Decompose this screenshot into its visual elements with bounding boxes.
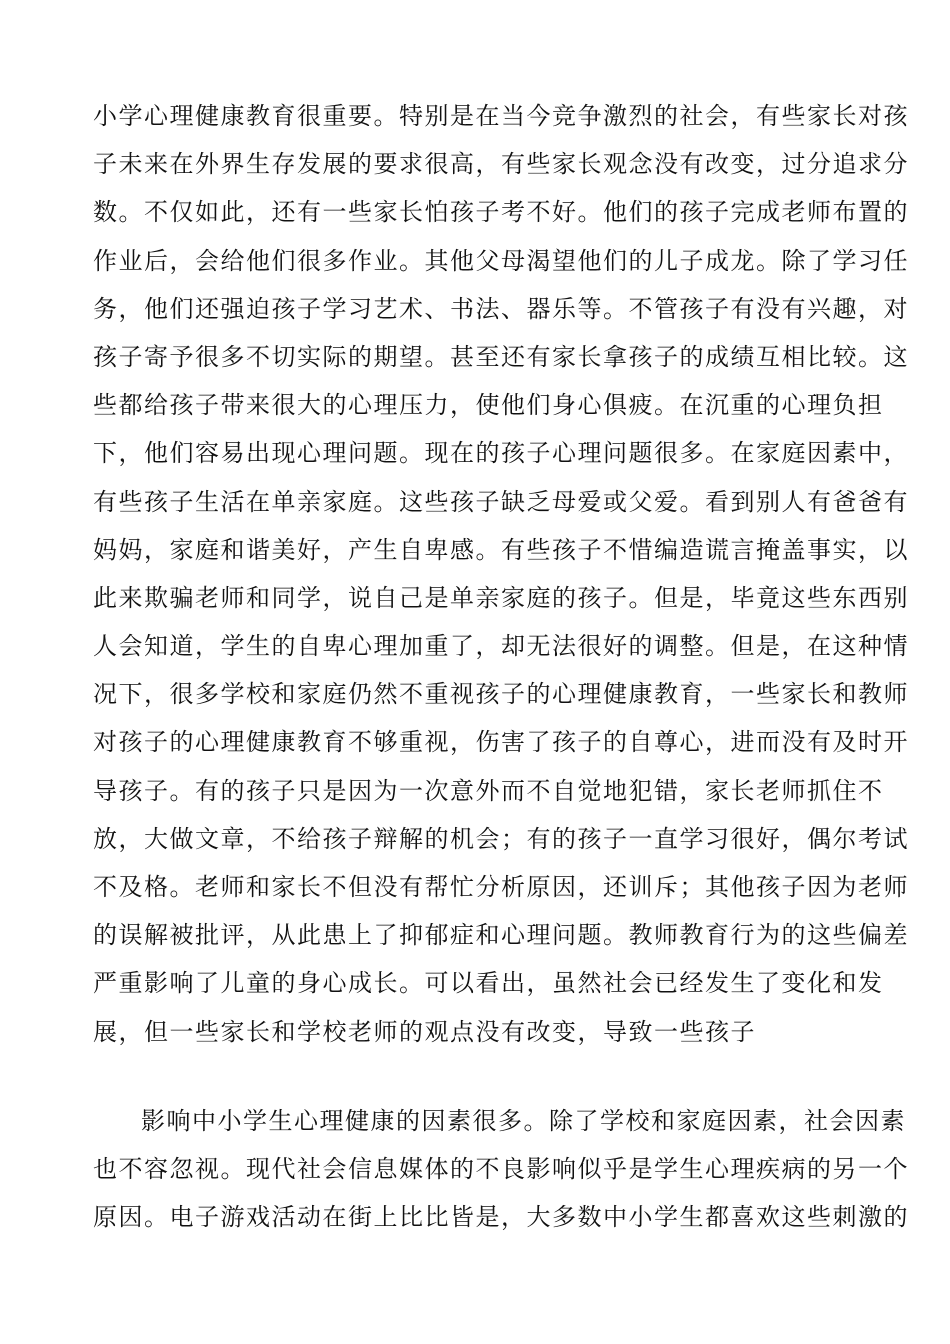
- paragraph-2: [93, 1097, 909, 1242]
- text-line: 下，他们容易出现心理问题。现在的孩子心理问题很多。在家庭因素中，: [93, 439, 909, 468]
- text-line: 作业后，会给他们很多作业。其他父母渴望他们的儿子成龙。除了学习任: [93, 246, 909, 275]
- text-line: 务，他们还强迫孩子学习艺术、书法、器乐等。不管孩子有没有兴趣，对: [93, 294, 909, 323]
- text-line: 况下，很多学校和家庭仍然不重视孩子的心理健康教育，一些家长和教师: [93, 680, 909, 709]
- text-line: 也不容忽视。现代社会信息媒体的不良影响似乎是学生心理疾病的另一个: [93, 1155, 909, 1184]
- text-line: 人会知道，学生的自卑心理加重了，却无法很好的调整。但是，在这种情: [93, 632, 909, 661]
- text-line: 影响中小学生心理健康的因素很多。除了学校和家庭因素，社会因素: [141, 1107, 906, 1135]
- text-line: 原因。电子游戏活动在街上比比皆是，大多数中小学生都喜欢这些刺激的: [93, 1203, 909, 1232]
- text-line: 有些孩子生活在单亲家庭。这些孩子缺乏母爱或父爱。看到别人有爸爸有: [93, 487, 909, 516]
- text-line: 的误解被批评，从此患上了抑郁症和心理问题。教师教育行为的这些偏差: [93, 921, 909, 950]
- text-line: 不及格。老师和家长不但没有帮忙分析原因，还训斥；其他孩子因为老师: [93, 873, 909, 901]
- text-line: 严重影响了儿童的身心成长。可以看出，虽然社会已经发生了变化和发: [93, 969, 884, 998]
- text-line: 对孩子的心理健康教育不够重视，伤害了孩子的自尊心，进而没有及时开: [93, 728, 909, 757]
- text-line: 小学心理健康教育很重要。特别是在当今竞争激烈的社会，有些家长对孩: [93, 102, 909, 130]
- text-line: 放，大做文章，不给孩子辩解的机会；有的孩子一直学习很好，偶尔考试: [93, 824, 909, 853]
- text-line: 妈妈，家庭和谐美好，产生自卑感。有些孩子不惜编造谎言掩盖事实，以: [93, 535, 909, 564]
- text-line: 孩子寄予很多不切实际的期望。甚至还有家长拿孩子的成绩互相比较。这: [93, 342, 909, 371]
- text-line: 数。不仅如此，还有一些家长怕孩子考不好。他们的孩子完成老师布置的: [93, 198, 909, 227]
- paragraph-1: [93, 92, 909, 1056]
- text-line: 子未来在外界生存发展的要求很高，有些家长观念没有改变，过分追求分: [93, 150, 909, 179]
- text-line: 展，但一些家长和学校老师的观点没有改变，导致一些孩子: [93, 1017, 756, 1046]
- text-line: 导孩子。有的孩子只是因为一次意外而不自觉地犯错，家长老师抓住不: [93, 776, 884, 805]
- text-line: 此来欺骗老师和同学，说自己是单亲家庭的孩子。但是，毕竟这些东西别: [93, 583, 909, 612]
- text-line: 些都给孩子带来很大的心理压力，使他们身心俱疲。在沉重的心理负担: [93, 391, 884, 420]
